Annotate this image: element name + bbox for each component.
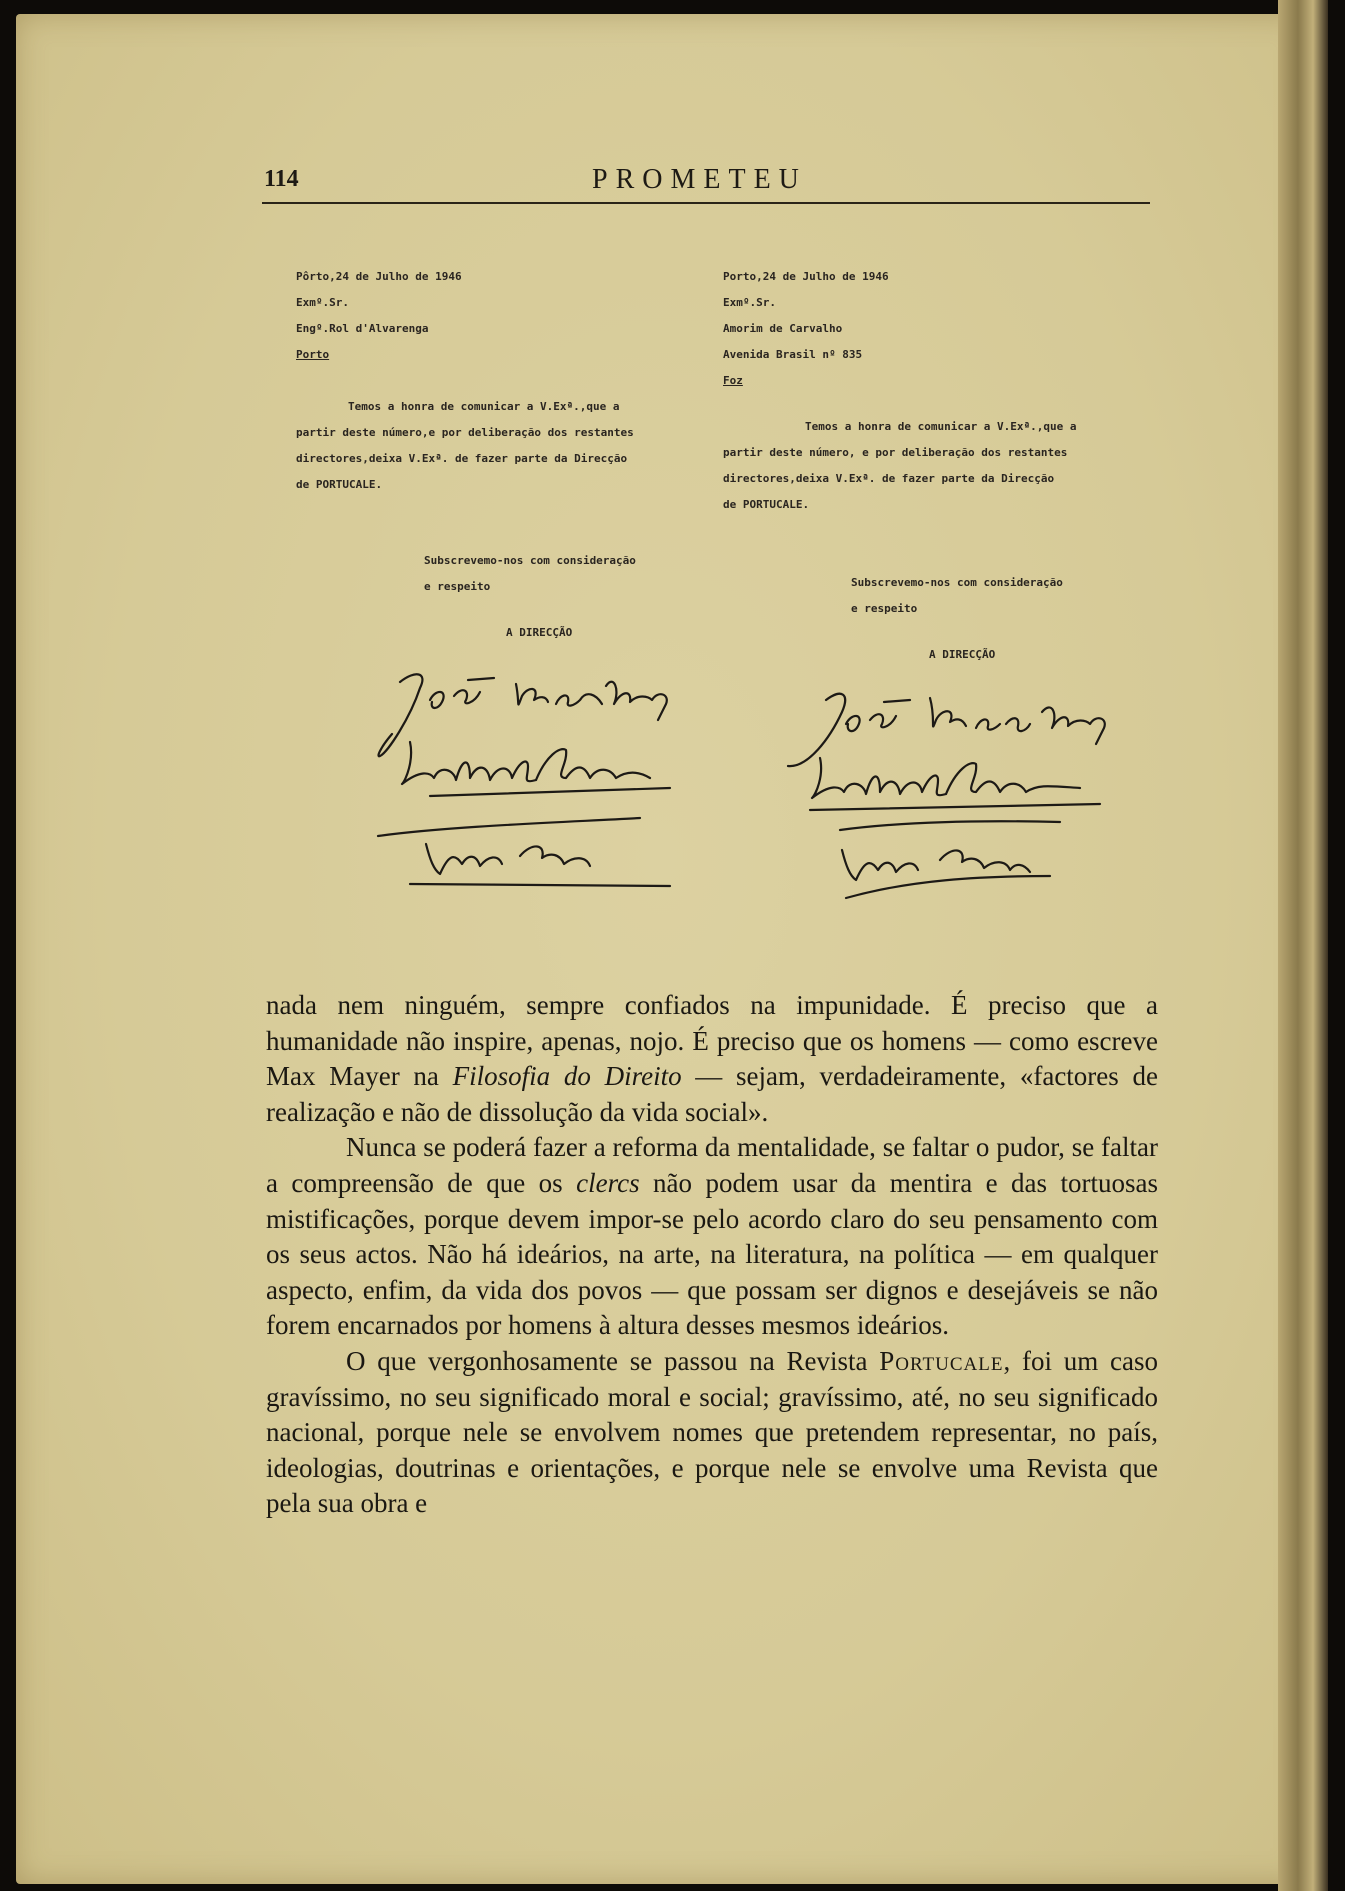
letter-left bbox=[296, 264, 716, 724]
letter-addressee: Engº.Rol d'Alvarenga bbox=[296, 322, 429, 335]
letter-salutation: Exmº.Sr. bbox=[296, 296, 349, 309]
italic-term: clercs bbox=[576, 1167, 640, 1198]
letter-addressee: Amorim de Carvalho bbox=[723, 322, 843, 335]
paragraph bbox=[266, 988, 1158, 1130]
letter-body-line: de PORTUCALE. bbox=[296, 478, 383, 491]
body-text bbox=[266, 988, 1158, 1522]
letter-city: Foz bbox=[723, 374, 743, 387]
letter-body bbox=[296, 394, 656, 498]
letter-date: Porto,24 de Julho de 1946 bbox=[723, 270, 889, 283]
letter-signatory: A DIRECÇÃO bbox=[929, 648, 996, 661]
paragraph-text: nada nem ninguém, sempre confiados na impunidade. É preciso que a humanidade não inspire, apenas, nojo. É preciso que os homens — como escreve Max Mayer na bbox=[266, 990, 1158, 1092]
paragraph-text: , foi um caso gravíssimo, no seu significado moral e social; gravíssimo, até, no seu significado nacional, porque nele se envolvem nomes que pretendem representar, no país, ideologias, doutrinas e orientações, e porque nele se envolve uma Revista que pela sua obra e bbox=[266, 1345, 1158, 1519]
page-number: 114 bbox=[264, 166, 299, 192]
paragraph bbox=[266, 1344, 1158, 1522]
letter-body-line: partir deste número,e por deliberação dos restantes bbox=[296, 426, 634, 439]
letter-signatory: A DIRECÇÃO bbox=[506, 626, 573, 639]
letter-closing-line: Subscrevemo-nos com consideração bbox=[851, 576, 1063, 589]
letter-body-line: directores,deixa V.Exª. de fazer parte da Direcção bbox=[296, 452, 628, 465]
paragraph bbox=[266, 1130, 1158, 1344]
letter-closing-line: e respeito bbox=[424, 580, 491, 593]
letter-addressee: Avenida Brasil nº 835 bbox=[723, 348, 863, 361]
paragraph-text: não podem usar da mentira e das tortuosas mistificações, porque devem impor-se pelo acordo claro do seu pensamento com os seus actos. Não há ideários, na arte, na literatura, na política — em qualquer aspecto, enfim, da vida dos povos — que possam ser dignos e desejáveis se não forem encarnados por homens à altura desses mesmos ideários. bbox=[266, 1167, 1158, 1341]
letter-date: Pôrto,24 de Julho de 1946 bbox=[296, 270, 462, 283]
book-title: Filosofia do Direito bbox=[452, 1061, 682, 1092]
signatures-left bbox=[370, 660, 700, 900]
running-header bbox=[262, 162, 1150, 204]
letter-closing bbox=[851, 570, 1063, 622]
letter-closing-line: Subscrevemo-nos com consideração bbox=[424, 554, 636, 567]
letter-body-line: Temos a honra de comunicar a V.Exª.,que a bbox=[805, 420, 1077, 433]
letter-city: Porto bbox=[296, 348, 330, 361]
letter-body-line: directores,deixa V.Exª. de fazer parte da Direcção bbox=[723, 472, 1055, 485]
letter-body-line: de PORTUCALE. bbox=[723, 498, 810, 511]
letter-closing bbox=[424, 548, 636, 600]
letter-body-line: Temos a honra de comunicar a V.Exª.,que a bbox=[348, 400, 620, 413]
letter-closing-line: e respeito bbox=[851, 602, 918, 615]
letter-right bbox=[723, 264, 1153, 664]
signatures-right bbox=[780, 680, 1140, 910]
letter-body bbox=[723, 414, 1083, 518]
letter-salutation: Exmº.Sr. bbox=[723, 296, 776, 309]
journal-name: Portucale bbox=[879, 1345, 1004, 1376]
book-spine bbox=[1278, 0, 1328, 1891]
letter-body-line: partir deste número, e por deliberação dos restantes bbox=[723, 446, 1068, 459]
running-title: PROMETEU bbox=[592, 164, 807, 195]
paragraph-text: O que vergonhosamente se passou na Revista bbox=[346, 1345, 880, 1376]
paragraph-text: Nunca se poderá fazer a reforma da mentalidade, se faltar o pudor, se faltar a compreensão de que os bbox=[266, 1132, 1158, 1198]
paragraph-text: — sejam, verdadeiramente, «factores de realização e não de dissolução da vida social». bbox=[266, 1061, 1158, 1127]
